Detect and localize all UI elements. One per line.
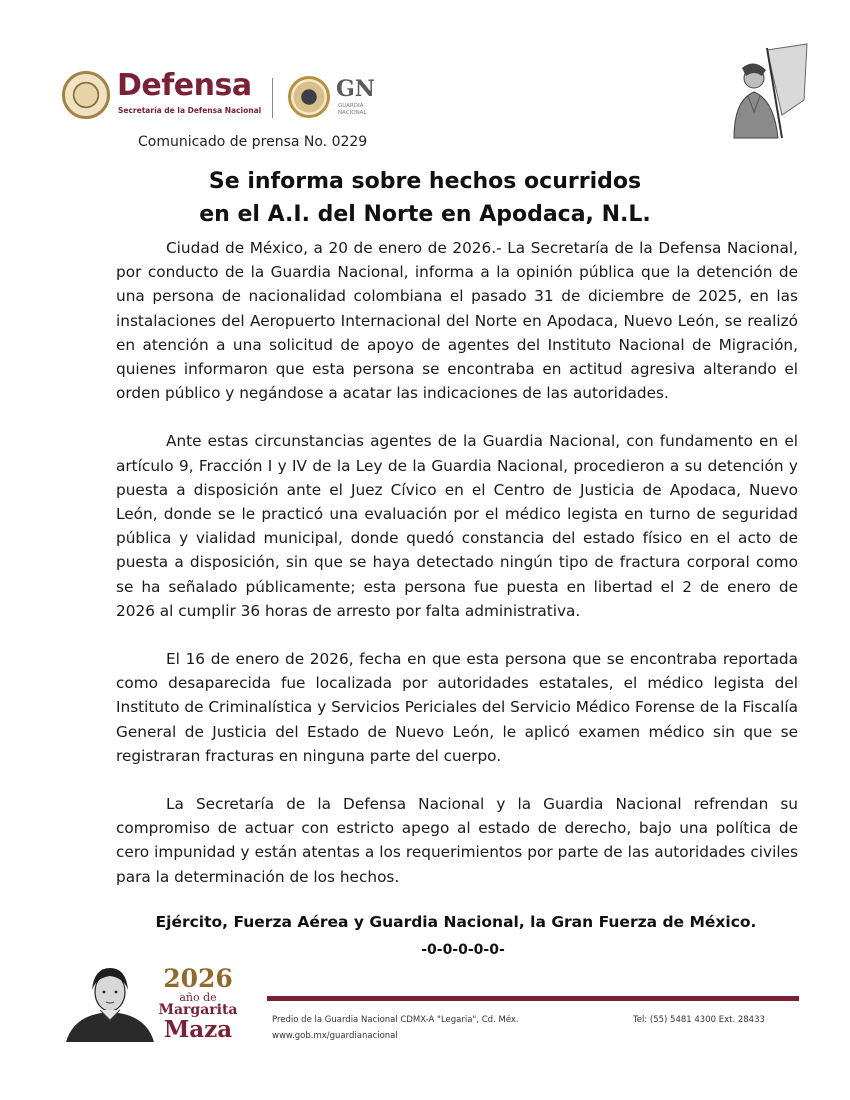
title-line-2: en el A.I. del Norte en Apodaca, N.L. bbox=[199, 202, 651, 227]
logo-divider bbox=[272, 78, 273, 118]
paragraph-3: El 16 de enero de 2026, fecha en que esta persona que se encontraba reportada como desaparecida fue localizada por autoridades estatales, el médico legista del Instituto de Criminalística y Servicios Periciales del Servicio Médico Forense de la Fiscalía General de Justicia del Estado de Nuevo León, le aplicó examen médico sin que se registraran fracturas en ninguna parte del cuerpo. bbox=[116, 650, 798, 765]
defensa-subtitle: Secretaría de la Defensa Nacional bbox=[118, 106, 262, 115]
footer-phone: Tel: (55) 5481 4300 Ext. 28433 bbox=[633, 1015, 765, 1025]
footer-rule bbox=[267, 996, 799, 1001]
header-logos bbox=[62, 68, 375, 128]
year-ano-label: año de bbox=[179, 991, 217, 1004]
heroine-flag-image bbox=[712, 40, 812, 140]
defensa-wordmark: Defensa bbox=[117, 68, 252, 103]
institutional-slogan: Ejército, Fuerza Aérea y Guardia Nacional, la Gran Fuerza de México. bbox=[155, 913, 757, 931]
title-line-1: Se informa sobre hechos ocurridos bbox=[208, 169, 642, 194]
paragraph-2: Ante estas circunstancias agentes de la Guardia Nacional, con fundamento en el artículo 9, Fracción I y IV de la Ley de la Guardia Nacional, procedieron a su detención y puesta a disposición ante el Juez Cívico en el Centro de Justicia de Apodaca, Nuevo León, donde se le practicó una evaluación por el médico legista en turno de seguridad pública y vialidad municipal, donde quedó constancia del estado físico en el acto de puesta a disposición, sin que se haya detectado ningún tipo de fractura corporal como se ha señalado públicamente; esta persona fue puesta en libertad el 2 de enero de 2026 al cumplir 36 horas de arresto por falta administrativa. bbox=[116, 432, 798, 620]
closing-separator: -0-0-0-0-0- bbox=[421, 942, 505, 958]
page-title bbox=[0, 165, 850, 231]
margarita-maza-portrait-image bbox=[66, 962, 154, 1042]
footer-website-link[interactable]: www.gob.mx/guardianacional bbox=[272, 1031, 398, 1041]
gn-subtitle: GUARDIA NACIONAL bbox=[338, 103, 367, 116]
press-release-body bbox=[116, 236, 798, 889]
paragraph-1: Ciudad de México, a 20 de enero de 2026.- La Secretaría de la Defensa Nacional, por conducto de la Guardia Nacional, informa a la opinión pública que la detención de una persona de nacionalidad colombiana el pasado 31 de diciembre de 2025, en las instalaciones del Aeropuerto Internacional del Norte en Apodaca, Nuevo León, se realizó en atención a una solicitud de apoyo de agentes del Instituto Nacional de Migración, quienes informaron que esta persona se encontraba en actitud agresiva alterando el orden público y negándose a acatar las indicaciones de las autoridades. bbox=[116, 239, 798, 403]
guardia-nacional-seal-icon bbox=[288, 76, 330, 118]
year-honoree-last-name: Maza bbox=[163, 1016, 233, 1043]
year-number: 2026 bbox=[163, 964, 233, 993]
paragraph-4: La Secretaría de la Defensa Nacional y la Guardia Nacional refrendan su compromiso de actuar con estricto apego al estado de derecho, bajo una política de cero impunidad y están atentas a los requerimientos por parte de las autoridades civiles para la determinación de los hechos. bbox=[116, 795, 798, 886]
footer-address: Predio de la Guardia Nacional CDMX-A "Legaria", Cd. Méx. bbox=[272, 1015, 519, 1025]
year-honoree-first-name: Margarita bbox=[158, 1002, 238, 1018]
national-seal-icon bbox=[62, 71, 110, 119]
press-release-number: Comunicado de prensa No. 0229 bbox=[138, 134, 368, 150]
year-commemoration-logo bbox=[158, 966, 238, 1042]
gn-wordmark: GN bbox=[336, 76, 375, 102]
